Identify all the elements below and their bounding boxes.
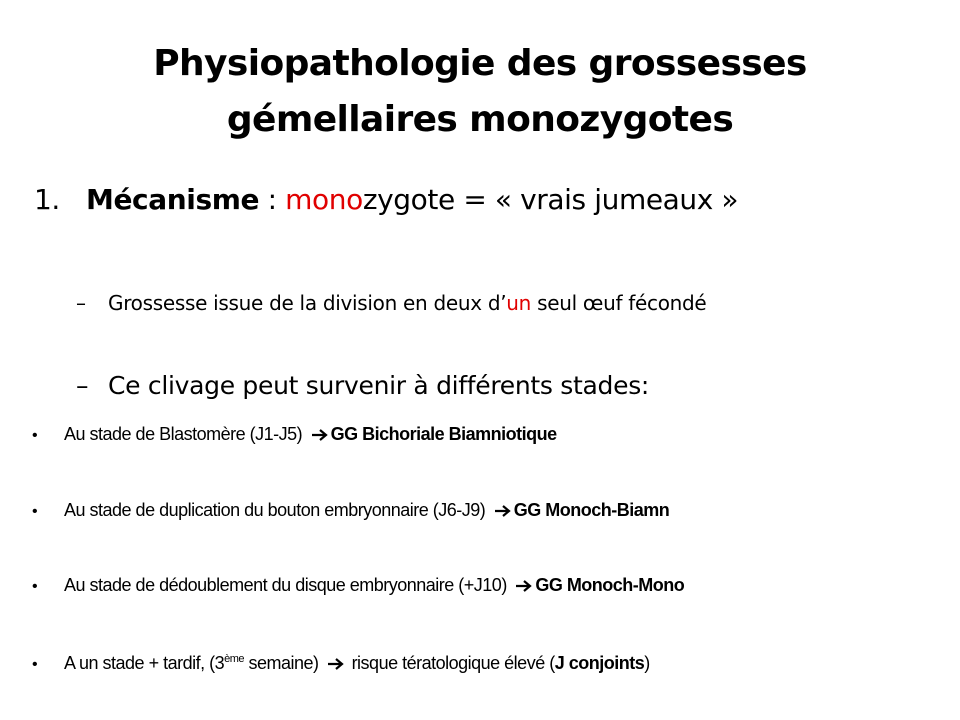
section-label: Mécanisme bbox=[86, 183, 260, 216]
title-line-2: gémellaires monozygotes bbox=[226, 99, 734, 140]
sub-point-text-post: seul œuf fécondé bbox=[531, 291, 707, 315]
bullet-marker: • bbox=[32, 427, 38, 444]
highlight-un: un bbox=[506, 291, 532, 315]
bullet-marker: • bbox=[32, 656, 38, 673]
bullet-item-blastomere bbox=[32, 421, 557, 449]
arrow-right-icon bbox=[515, 579, 533, 593]
bullet-result: GG Bichoriale Biamniotique bbox=[330, 424, 557, 444]
bullet-text-risk: risque tératologique élevé ( bbox=[347, 653, 555, 673]
title-line-1: Physiopathologie des grossesses bbox=[153, 43, 807, 84]
bullet-item-tardif bbox=[32, 650, 650, 678]
sub-point-division bbox=[76, 288, 706, 318]
bullet-marker: • bbox=[32, 503, 38, 520]
sub-point-text: Ce clivage peut survenir à différents stades: bbox=[108, 371, 650, 400]
bullet-item-bouton bbox=[32, 497, 669, 525]
bullet-text: Au stade de dédoublement du disque embryonnaire (+J10) bbox=[64, 575, 512, 595]
section-heading bbox=[34, 180, 738, 220]
arrow-right-icon bbox=[311, 428, 329, 442]
section-definition: zygote = « vrais jumeaux » bbox=[362, 183, 739, 216]
slide-title bbox=[60, 36, 900, 148]
bullet-result: GG Monoch-Biamn bbox=[513, 500, 670, 520]
highlight-mono: mono bbox=[285, 183, 363, 216]
bullet-text: Au stade de Blastomère (J1-J5) bbox=[64, 424, 307, 444]
dash-marker: – bbox=[76, 291, 86, 315]
sub-point-clivage bbox=[76, 368, 649, 404]
bullet-result: GG Monoch-Mono bbox=[535, 575, 685, 595]
bullet-item-disque bbox=[32, 572, 684, 600]
arrow-right-icon bbox=[494, 504, 512, 518]
bullet-result: J conjoints bbox=[554, 653, 645, 673]
sub-point-text-pre: Grossesse issue de la division en deux d’ bbox=[108, 291, 507, 315]
ordinal-superscript: ème bbox=[224, 653, 245, 665]
bullet-text-middle: semaine) bbox=[244, 653, 324, 673]
bullet-text: Au stade de duplication du bouton embryonnaire (J6-J9) bbox=[64, 500, 490, 520]
section-separator: : bbox=[259, 183, 286, 216]
dash-marker: – bbox=[76, 371, 89, 400]
bullet-text-start: A un stade + tardif, (3 bbox=[64, 653, 225, 673]
section-number: 1. bbox=[34, 183, 60, 216]
bullet-close-paren: ) bbox=[644, 653, 650, 673]
bullet-marker: • bbox=[32, 578, 38, 595]
arrow-right-icon bbox=[327, 657, 345, 671]
